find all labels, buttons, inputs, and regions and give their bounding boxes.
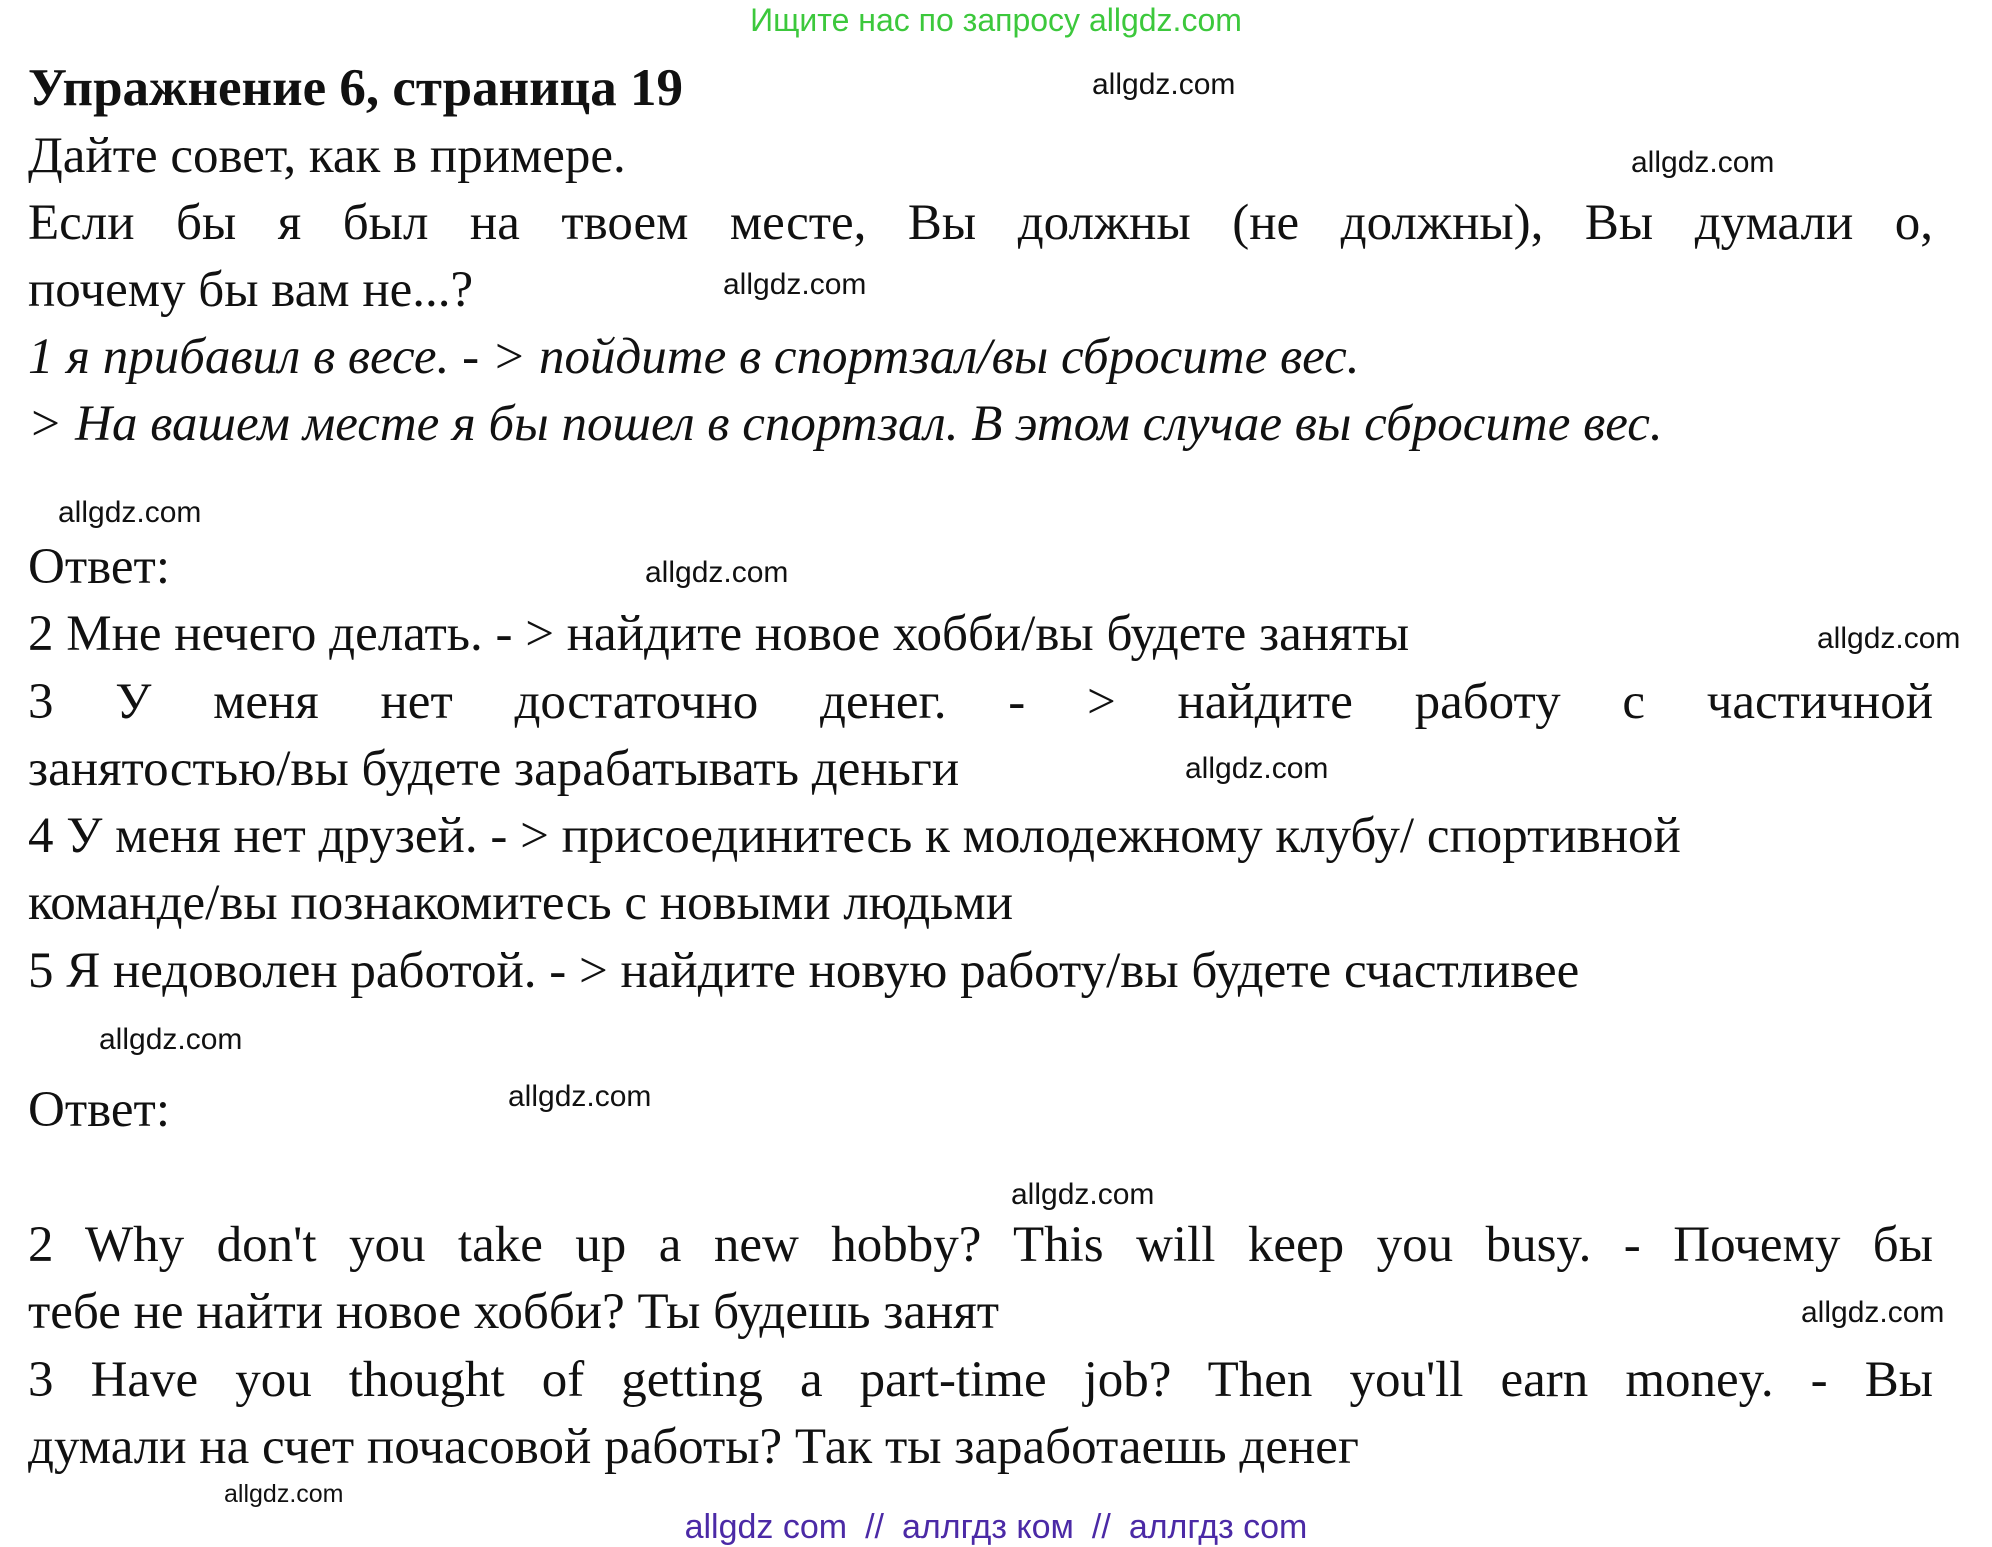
footer-link[interactable]: аллгдз ком bbox=[902, 1508, 1074, 1546]
example-line-1: 1 я прибавил в весе. - > пойдите в спортзал/вы сбросите вес. bbox=[28, 329, 1360, 385]
answer-ru-line-4: 4 У меня нет друзей. - > присоединитесь к молодежному клубу/ спортивной bbox=[28, 808, 1681, 864]
answer-ru-line-5: команде/вы познакомитесь с новыми людьми bbox=[28, 875, 1013, 931]
answer-ru-line-3: занятостью/вы будете зарабатывать деньги bbox=[28, 741, 960, 797]
watermark: allgdz.com bbox=[1817, 622, 1961, 655]
answer-en-line-2: тебе не найти новое хобби? Ты будешь занят bbox=[28, 1284, 1000, 1340]
task-instruction: Дайте совет, как в примере. bbox=[28, 128, 626, 184]
answer-en-line-3: 3 Have you thought of getting a part-time job? Then you'll earn money. - Вы bbox=[28, 1352, 1933, 1408]
footer-separator: // bbox=[1091, 1508, 1111, 1546]
answer-ru-line-6: 5 Я недоволен работой. - > найдите новую работу/вы будете счастливее bbox=[28, 943, 1580, 999]
footer-separator: // bbox=[865, 1508, 885, 1546]
watermark: allgdz.com bbox=[1801, 1296, 1945, 1329]
example-line-2: > На вашем месте я бы пошел в спортзал. В этом случае вы сбросите вес. bbox=[28, 396, 1663, 452]
watermark: allgdz.com bbox=[224, 1480, 344, 1508]
watermark: allgdz.com bbox=[723, 268, 867, 301]
watermark: allgdz.com bbox=[645, 556, 789, 589]
watermark: allgdz.com bbox=[508, 1080, 652, 1113]
phrases-line-1: Если бы я был на твоем месте, Вы должны (не должны), Вы думали о, bbox=[28, 195, 1933, 251]
watermark: allgdz.com bbox=[99, 1023, 243, 1056]
answer-label-1: Ответ: bbox=[28, 539, 170, 595]
watermark: allgdz.com bbox=[1631, 146, 1775, 179]
watermark: allgdz.com bbox=[58, 496, 202, 529]
answer-label-2: Ответ: bbox=[28, 1082, 170, 1138]
phrases-line-2: почему бы вам не...? bbox=[28, 262, 474, 318]
watermark: allgdz.com bbox=[1185, 752, 1329, 785]
watermark: allgdz.com bbox=[1011, 1178, 1155, 1211]
footer-link[interactable]: аллгдз com bbox=[1128, 1508, 1308, 1546]
answer-ru-line-2: 3 У меня нет достаточно денег. - > найдите работу с частичной bbox=[28, 674, 1933, 730]
answer-en-line-4: думали на счет почасовой работы? Так ты заработаешь денег bbox=[28, 1419, 1359, 1475]
answer-en-line-1: 2 Why don't you take up a new hobby? This will keep you busy. - Почему бы bbox=[28, 1217, 1933, 1273]
exercise-title: Упражнение 6, страница 19 bbox=[28, 59, 683, 117]
footer-links bbox=[0, 1508, 1992, 1547]
watermark: allgdz.com bbox=[1092, 68, 1236, 101]
answer-ru-line-1: 2 Мне нечего делать. - > найдите новое хобби/вы будете заняты bbox=[28, 606, 1410, 662]
top-banner: Ищите нас по запросу allgdz.com bbox=[750, 2, 1242, 38]
footer-link[interactable]: allgdz com bbox=[684, 1508, 848, 1546]
